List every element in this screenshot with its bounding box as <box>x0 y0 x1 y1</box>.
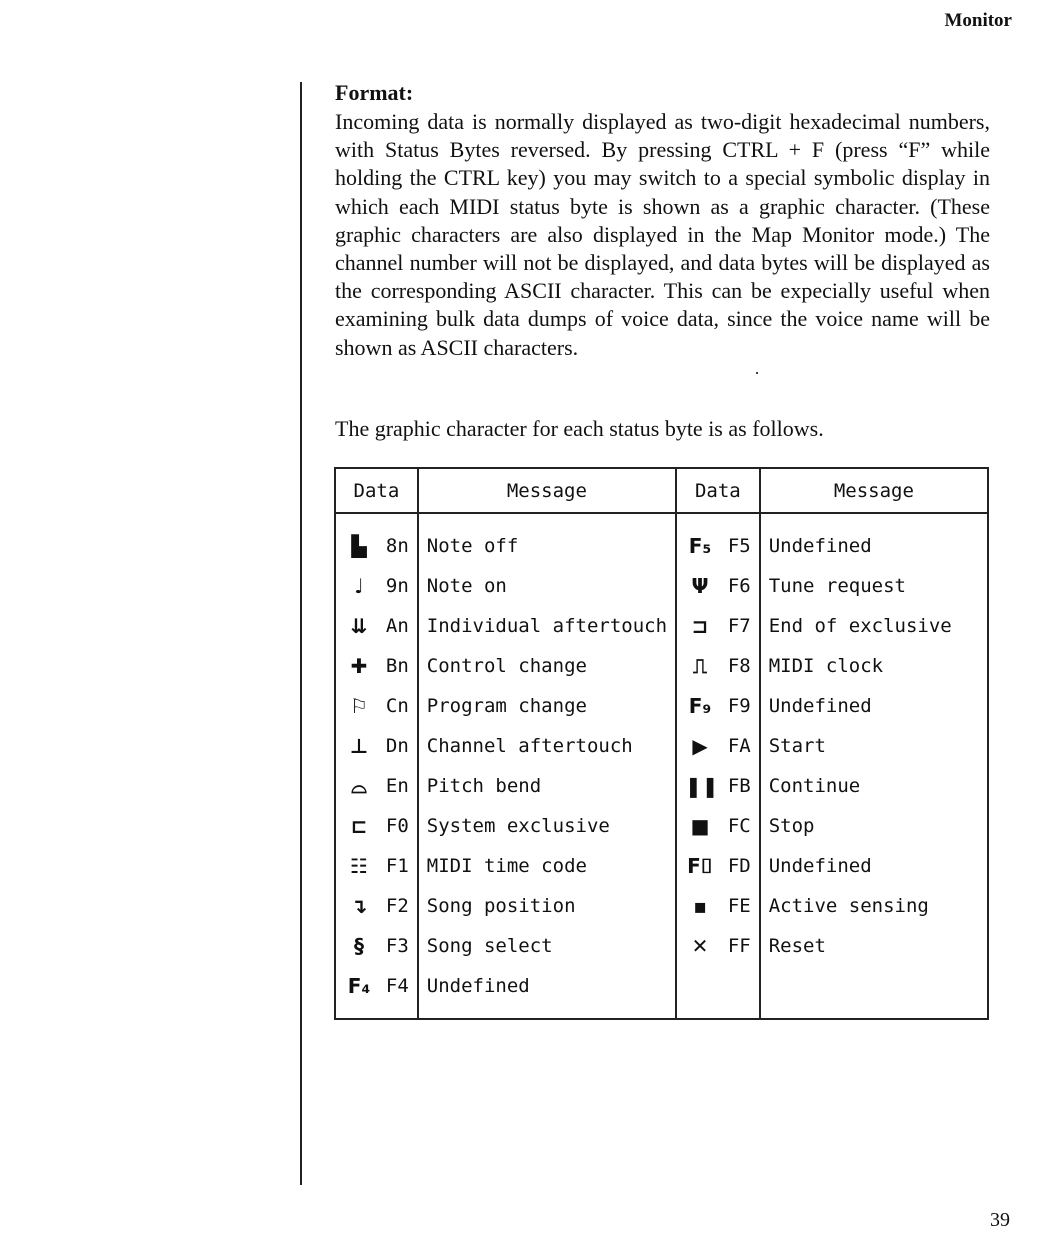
status-code: Bn <box>385 655 409 677</box>
status-code: F2 <box>385 895 409 917</box>
message-cell-left: Program change <box>418 686 676 726</box>
table-row <box>335 566 988 606</box>
pitch-bend-icon: ⌓ <box>351 774 367 798</box>
message-cell-left: Song select <box>418 926 676 966</box>
data-cell-left <box>335 686 418 726</box>
message-cell-right: Stop <box>768 815 815 837</box>
message-cell-right: Undefined <box>768 535 872 557</box>
tune-request-icon: Ψ <box>691 574 709 598</box>
table-header-row <box>335 468 988 513</box>
midi-clock-icon: ⎍ <box>693 654 708 678</box>
message-cell-right: Undefined <box>768 855 872 877</box>
table-row <box>335 646 988 686</box>
message-cell-left: System exclusive <box>418 806 676 846</box>
table-row <box>335 726 988 766</box>
data-cell-right <box>676 726 760 766</box>
data-cell-left <box>335 766 418 806</box>
undefined-f5-icon: F₅ <box>688 534 712 558</box>
start-icon: ▶ <box>692 734 708 758</box>
data-cell-right <box>676 686 760 726</box>
status-code: FB <box>727 775 751 797</box>
status-code: F4 <box>385 975 409 997</box>
status-code: FD <box>727 855 751 877</box>
header-data-left: Data <box>335 468 418 513</box>
message-cell-right: MIDI clock <box>768 655 884 677</box>
control-change-icon: ✚ <box>350 654 368 678</box>
data-cell-left <box>335 726 418 766</box>
header-data-right: Data <box>676 468 760 513</box>
status-code: F5 <box>727 535 751 557</box>
status-code: FC <box>727 815 751 837</box>
header-message-left: Message <box>418 468 676 513</box>
table-row <box>335 886 988 926</box>
message-cell-left: Note on <box>418 566 676 606</box>
message-cell-left: Channel aftertouch <box>418 726 676 766</box>
message-cell-left: Individual aftertouch <box>418 606 676 646</box>
undefined-f4-icon: F₄ <box>347 974 371 998</box>
status-code: F0 <box>385 815 409 837</box>
undefined-f9-icon: F₉ <box>688 694 712 718</box>
data-cell-left <box>335 606 418 646</box>
data-cell-right <box>676 606 760 646</box>
data-cell-right <box>676 646 760 686</box>
message-cell-right: Active sensing <box>768 895 929 917</box>
status-code: F9 <box>727 695 751 717</box>
table-row <box>335 686 988 726</box>
data-cell-right <box>676 846 760 886</box>
data-cell-right <box>676 926 760 966</box>
midi-time-code-icon: ☷ <box>350 854 368 878</box>
stop-icon: ■ <box>690 814 710 838</box>
message-cell-left: Undefined <box>418 966 676 1019</box>
system-exclusive-icon: ⊏ <box>350 814 368 838</box>
data-cell-right <box>676 806 760 846</box>
print-speck <box>756 372 758 374</box>
page-number: 39 <box>990 1209 1010 1231</box>
status-code: F8 <box>727 655 751 677</box>
end-of-exclusive-icon: ⊐ <box>691 614 709 638</box>
table-row <box>335 926 988 966</box>
status-code: FE <box>727 895 751 917</box>
status-code: FA <box>727 735 751 757</box>
header-message-right: Message <box>760 468 988 513</box>
data-cell-left <box>335 926 418 966</box>
body-paragraph: Incoming data is normally displayed as two-digit hexadecimal numbers, with Status Bytes reversed. By pressing CTRL + F (press “F” while holding the CTRL key) you may switch to a special symbolic display in which each MIDI status byte is shown as a graphic character. (These graphic characters are also displayed in the Map Monitor mode.) The channel number will not be displayed, and data bytes will be displayed as the corresponding ASCII character. This can be expecially useful when examining bulk data dumps of voice data, since the voice name will be shown as ASCII characters. <box>335 109 990 360</box>
message-cell-right: Continue <box>768 775 861 797</box>
section-title: Format: <box>335 80 414 105</box>
running-header: Monitor <box>944 10 1012 31</box>
status-code: Cn <box>385 695 409 717</box>
data-cell-left <box>335 646 418 686</box>
status-code: Dn <box>385 735 409 757</box>
status-code: F3 <box>385 935 409 957</box>
status-code: F1 <box>385 855 409 877</box>
message-cell-left: MIDI time code <box>418 846 676 886</box>
channel-aftertouch-icon: ⊥ <box>349 734 369 758</box>
status-code: En <box>385 775 409 797</box>
data-cell-left <box>335 846 418 886</box>
data-cell-right <box>676 566 760 606</box>
data-cell-left <box>335 566 418 606</box>
song-select-icon: § <box>354 934 364 958</box>
message-cell-right: Start <box>768 735 826 757</box>
data-cell-left <box>335 513 418 566</box>
table-row <box>335 513 988 566</box>
status-code: F6 <box>727 575 751 597</box>
status-code: 9n <box>385 575 409 597</box>
status-code: An <box>385 615 409 637</box>
data-cell-left <box>335 806 418 846</box>
data-cell-right <box>676 766 760 806</box>
status-byte-table <box>334 467 989 1020</box>
continue-icon: ❚❚ <box>685 774 719 798</box>
data-cell-right <box>676 966 760 1019</box>
reset-icon: ✕ <box>691 934 709 958</box>
message-cell-left: Pitch bend <box>418 766 676 806</box>
data-cell-right <box>676 886 760 926</box>
status-code: 8n <box>385 535 409 557</box>
table-row <box>335 606 988 646</box>
song-position-icon: ↴ <box>350 894 368 918</box>
note-off-icon: ▙ <box>351 534 367 558</box>
status-code: F7 <box>727 615 751 637</box>
message-cell-left: Note off <box>418 513 676 566</box>
margin-rule <box>300 82 302 1185</box>
note-on-icon: ♩ <box>354 574 364 598</box>
message-cell-right: Tune request <box>768 575 906 597</box>
individual-aftertouch-icon: ⇊ <box>350 614 368 638</box>
table-row <box>335 806 988 846</box>
table-row <box>335 766 988 806</box>
program-change-icon: ⚐ <box>350 694 368 718</box>
table-row <box>335 966 988 1019</box>
message-cell-left: Control change <box>418 646 676 686</box>
message-cell-left: Song position <box>418 886 676 926</box>
message-cell-right <box>760 966 988 1019</box>
undefined-fd-icon: F⌷ <box>687 854 713 878</box>
message-cell-right: End of exclusive <box>768 615 952 637</box>
data-cell-left <box>335 886 418 926</box>
message-cell-right: Reset <box>768 935 826 957</box>
message-cell-right: Undefined <box>768 695 872 717</box>
table-intro: The graphic character for each status byte is as follows. <box>335 416 824 441</box>
active-sensing-icon: ▪ <box>693 894 707 918</box>
table-row <box>335 846 988 886</box>
status-code: FF <box>727 935 751 957</box>
data-cell-left <box>335 966 418 1019</box>
data-cell-right <box>676 513 760 566</box>
